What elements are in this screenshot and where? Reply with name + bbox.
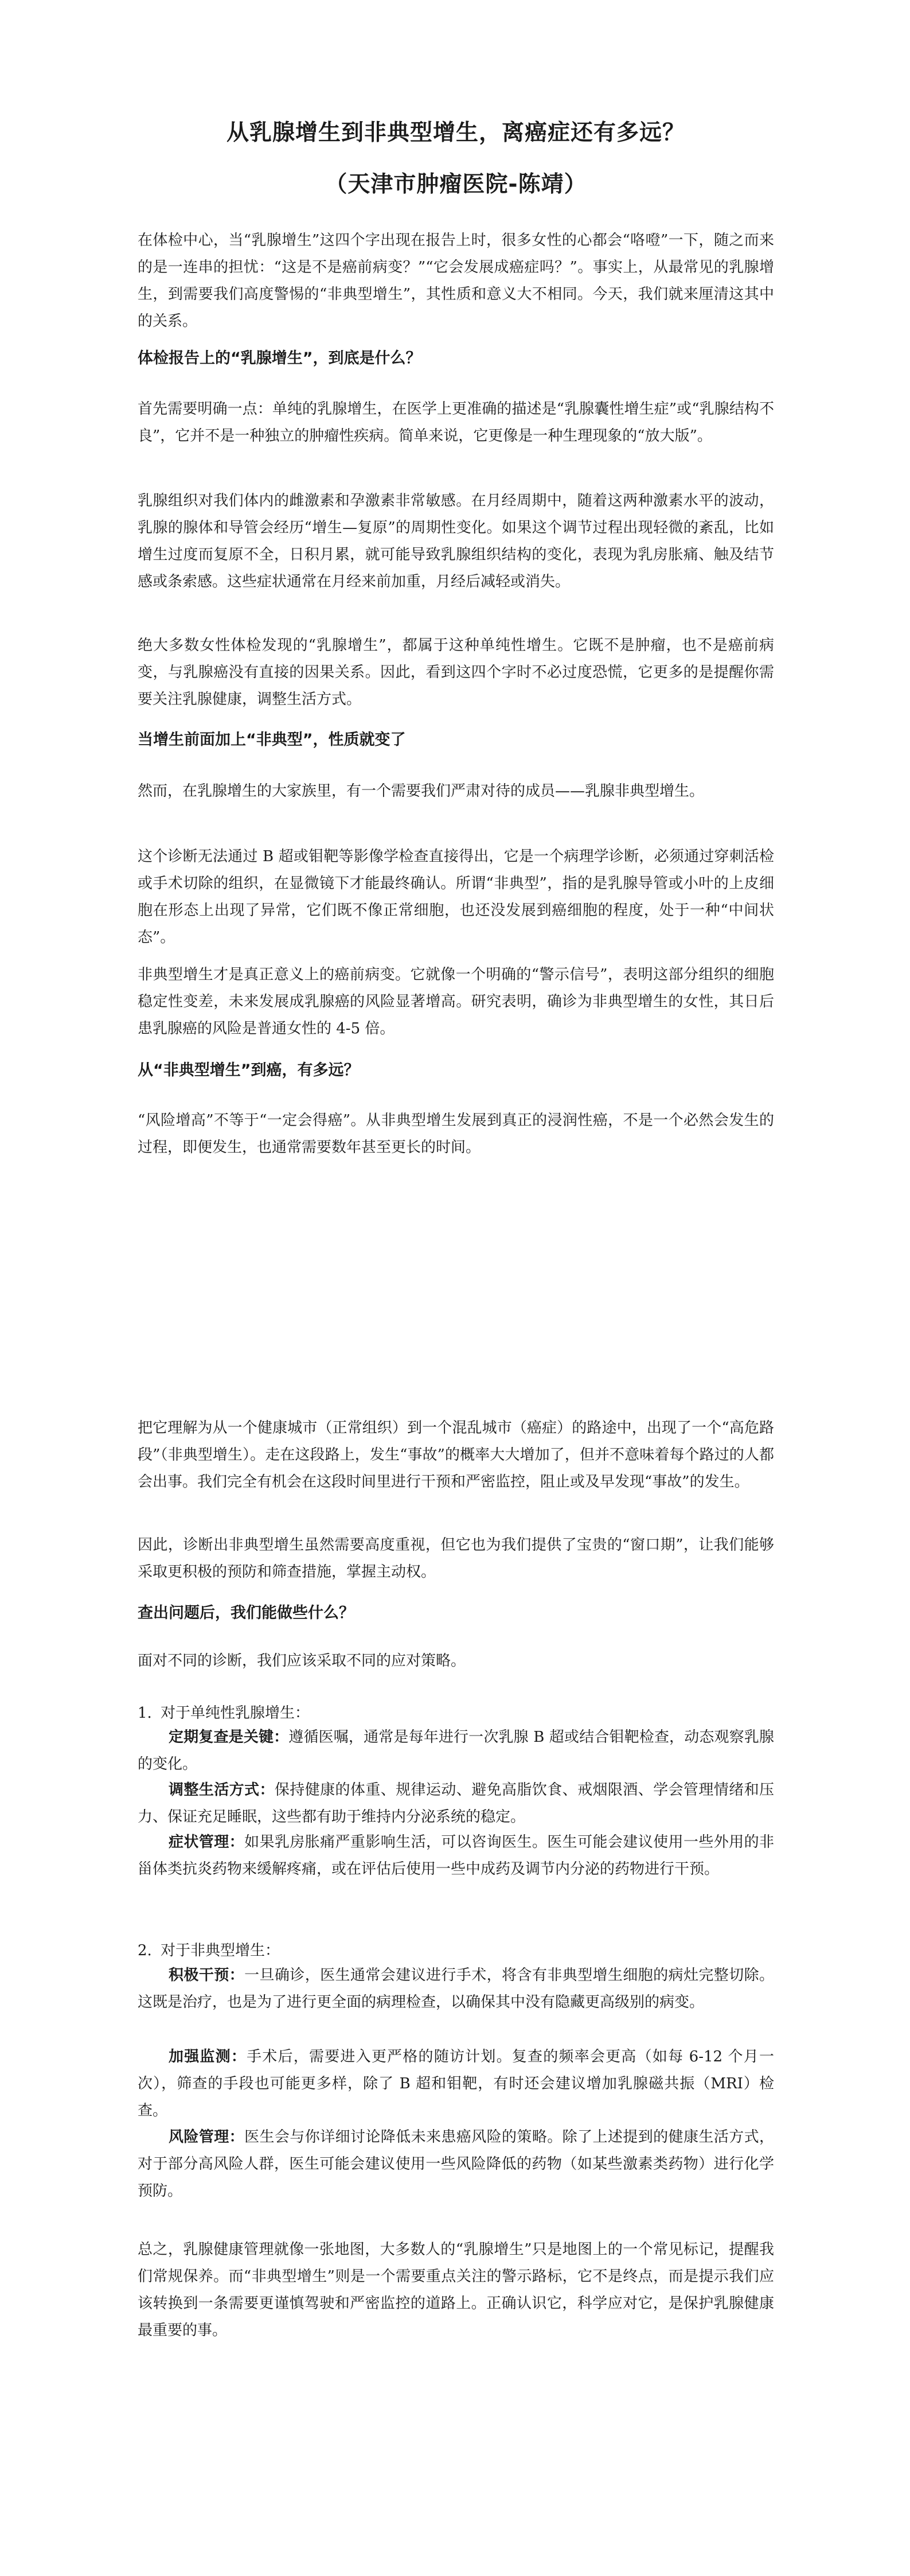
sub-item-label: 积极干预： <box>169 1967 245 1984</box>
sub-item-label: 症状管理： <box>169 1834 245 1851</box>
blank-space <box>138 1176 774 1406</box>
sub-item-text: 手术后，需要进入更严格的随访计划。复查的频率会更高（如每 6-12 个月一次），筛查的手段也可能更多样，除了 B 超和钼靶，有时还会建议增加乳腺磁共振（MRI）检查。 <box>138 2048 774 2119</box>
section-heading-1: 体检报告上的“乳腺增生”，到底是什么？ <box>138 349 421 367</box>
paragraph-6: 非典型增生才是真正意义上的癌前病变。它就像一个明确的“警示信号”，表明这部分组织的细胞稳定性变差，未来发展成乳腺癌的风险显著增高。研究表明，确诊为非典型增生的女性，其日后患乳腺癌的风险是普通女性的 4-5 倍。 <box>138 966 774 1037</box>
article-author: （天津市肿瘤医院-陈靖） <box>325 172 587 197</box>
sub-item-text: 遵循医嘱，通常是每年进行一次乳腺 B 超或结合钼靶检查，动态观察乳腺的变化。 <box>138 1729 774 1773</box>
paragraph-2: 乳腺组织对我们体内的雌激素和孕激素非常敏感。在月经周期中，随着这两种激素水平的波动，乳腺的腺体和导管会经历“增生—复原”的周期性变化。如果这个调节过程出现轻微的紊乱，比如增生过度而复原不全，日积月累，就可能导致乳腺组织结构的变化，表现为乳房胀痛、触及结节感或条索感。这些症状通常在月经来前加重，月经后减轻或消失。 <box>138 492 774 590</box>
paragraph-1: 首先需要明确一点：单纯的乳腺增生，在医学上更准确的描述是“乳腺囊性增生症”或“乳腺结构不良”，它并不是一种独立的肿瘤性疾病。简单来说，它更像是一种生理现象的“放大版”。 <box>138 400 774 445</box>
sub-item-label: 风险管理： <box>169 2128 245 2146</box>
sub-item-lifestyle <box>138 1777 774 1831</box>
sub-item-symptom-management <box>138 1829 774 1883</box>
article-title: 从乳腺增生到非典型增生，离癌症还有多远？ <box>226 120 685 146</box>
list-title: 对于单纯性乳腺增生： <box>161 1705 310 1722</box>
section-heading-4: 查出问题后，我们能做些什么？ <box>138 1604 354 1622</box>
sub-item-text: 如果乳房胀痛严重影响生活，可以咨询医生。医生可能会建议使用一些外用的非甾体类抗炎药物来缓解疼痛，或在评估后使用一些中成药及调节内分泌的药物进行干预。 <box>138 1834 774 1878</box>
paragraph-8: 把它理解为从一个健康城市（正常组织）到一个混乱城市（癌症）的路途中，出现了一个“高危路段”（非典型增生）。走在这段路上，发生“事故”的概率大大增加了，但并不意味着每个路过的人都会出事。我们完全有机会在这段时间里进行干预和严密监控，阻止或及早发现“事故”的发生。 <box>138 1419 774 1491</box>
sub-item-label: 加强监测： <box>169 2048 247 2065</box>
sub-item-label: 调整生活方式： <box>169 1781 275 1799</box>
list-item-2-heading <box>138 1939 774 1962</box>
list-number: 2. <box>138 1942 152 1959</box>
list-number: 1. <box>138 1705 152 1722</box>
paragraph-9: 因此，诊断出非典型增生虽然需要高度重视，但它也为我们提供了宝贵的“窗口期”，让我们能够采取更积极的预防和筛查措施，掌握主动权。 <box>138 1536 774 1581</box>
sub-item-text: 医生会与你详细讨论降低未来患癌风险的策略。除了上述提到的健康生活方式，对于部分高风险人群，医生可能会建议使用一些风险降低的药物（如某些激素类药物）进行化学预防。 <box>138 2128 774 2200</box>
conclusion-paragraph: 总之，乳腺健康管理就像一张地图，大多数人的“乳腺增生”只是地图上的一个常见标记，提醒我们常规保养。而“非典型增生”则是一个需要重点关注的警示路标，它不是终点，而是提示我们应该转换到一条需要更谨慎驾驶和严密监控的道路上。正确认识它，科学应对它，是保护乳腺健康最重要的事。 <box>138 2241 774 2339</box>
sub-item-regular-checkup <box>138 1724 774 1778</box>
paragraph-5: 这个诊断无法通过 B 超或钼靶等影像学检查直接得出，它是一个病理学诊断，必须通过穿刺活检或手术切除的组织，在显微镜下才能最终确认。所谓“非典型”，指的是乳腺导管或小叶的上皮细胞在形态上出现了异常，它们既不像正常细胞，也还没发展到癌细胞的程度，处于一种“中间状态”。 <box>138 848 774 946</box>
paragraph-7: “风险增高”不等于“一定会得癌”。从非典型增生发展到真正的浸润性癌，不是一个必然会发生的过程，即便发生，也通常需要数年甚至更长的时间。 <box>138 1112 774 1156</box>
sub-item-risk-management <box>138 2124 774 2205</box>
list-title: 对于非典型增生： <box>161 1942 280 1959</box>
paragraph-3: 绝大多数女性体检发现的“乳腺增生”，都属于这种单纯性增生。它既不是肿瘤，也不是癌前病变，与乳腺癌没有直接的因果关系。因此，看到这四个字时不必过度恐慌，它更多的是提醒你需要关注乳腺健康，调整生活方式。 <box>138 637 774 708</box>
intro-paragraph: 在体检中心，当“乳腺增生”这四个字出现在报告上时，很多女性的心都会“咯噔”一下，随之而来的是一连串的担忧：“这是不是癌前病变？”“它会发展成癌症吗？”。事实上，从最常见的乳腺增生，到需要我们高度警惕的“非典型增生”，其性质和意义大不相同。今天，我们就来厘清这其中的关系。 <box>138 232 774 330</box>
section-heading-2: 当增生前面加上“非典型”，性质就变了 <box>138 731 406 749</box>
sub-item-intervention <box>138 1962 774 2016</box>
sub-item-text: 一旦确诊，医生通常会建议进行手术，将含有非典型增生细胞的病灶完整切除。这既是治疗，也是为了进行更全面的病理检查，以确保其中没有隐藏更高级别的病变。 <box>138 1967 774 2011</box>
paragraph-10: 面对不同的诊断，我们应该采取不同的应对策略。 <box>138 1652 466 1670</box>
sub-item-text: 保持健康的体重、规律运动、避免高脂饮食、戒烟限酒、学会管理情绪和压力、保证充足睡眠，这些都有助于维持内分泌系统的稳定。 <box>138 1781 774 1826</box>
list-item-1-heading <box>138 1702 774 1725</box>
sub-item-label: 定期复查是关键： <box>169 1729 289 1746</box>
paragraph-4: 然而，在乳腺增生的大家族里，有一个需要我们严肃对待的成员——乳腺非典型增生。 <box>138 783 705 800</box>
sub-item-monitoring <box>138 2044 774 2124</box>
section-heading-3: 从“非典型增生”到癌，有多远？ <box>138 1061 360 1079</box>
